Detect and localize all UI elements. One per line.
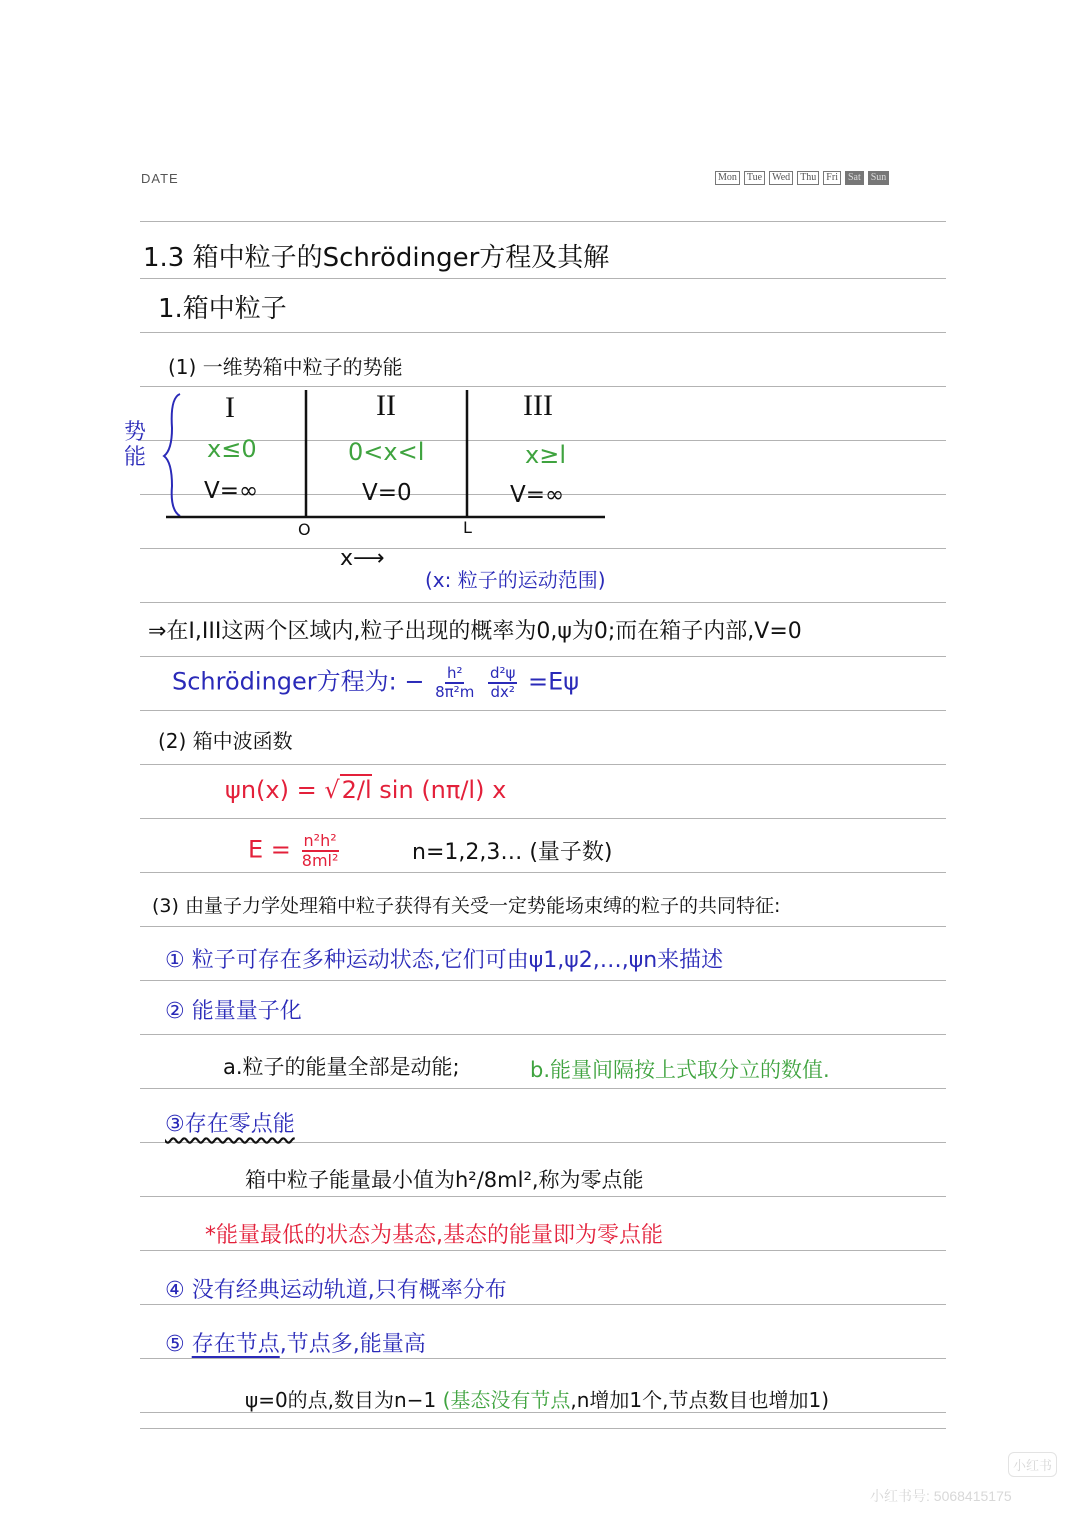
rule-line [140,1250,946,1251]
region-range-3: x≥l [525,441,566,469]
energy-lhs: E = [248,835,299,864]
region-range-1: x≤0 [207,435,257,463]
wavefunction-lhs: ψn(x) = [225,776,325,804]
fraction-second-derivative [488,665,517,700]
fraction-numerator: d²ψ [489,664,516,682]
node-count-text: ψ=0的点,数目为n−1 [245,1388,437,1412]
region-potential-2: V=0 [362,480,412,506]
day-tue: Tue [744,171,765,185]
equation-prefix: Schrödinger方程为: − [172,667,425,696]
region-range-2: 0<x<l [348,438,425,466]
date-label: DATE [141,171,179,186]
rule-line [140,764,946,765]
fraction-denominator: 8ml² [301,850,339,870]
day-sun: Sun [868,171,890,185]
wavefunction-tail: sin (nπ/l) x [371,776,507,804]
rule-line [140,710,946,711]
fraction-numerator: h² [446,664,463,682]
rule-line [140,1358,946,1359]
rule-line [140,818,946,819]
range-note: (x: 粒子的运动范围) [425,568,606,592]
wavefunction-formula [225,778,506,802]
fraction-h2-over-8pi2m [435,665,474,700]
feature-5 [165,1334,426,1356]
feature-4: ④ 没有经典运动轨道,只有概率分布 [165,1278,507,1303]
ground-state-no-node: (基态没有节点 [442,1388,571,1412]
page-title: 1.3 箱中粒子的Schrödinger方程及其解 [143,243,610,273]
day-fri: Fri [823,171,841,185]
sqrt-inner: 2/l [341,776,372,804]
tick-origin: O [298,520,311,539]
energy-formula [248,832,342,869]
node-count-note [245,1390,829,1410]
section-heading: 1.箱中粒子 [158,294,287,324]
feature-2a: a.粒子的能量全部是动能; [223,1055,460,1079]
schrodinger-equation [172,665,579,700]
rule-line [140,1142,946,1143]
feature-3 [165,1114,295,1136]
rule-line [140,602,946,603]
rule-line [140,332,946,333]
rule-line [140,872,946,873]
ground-state-note: *能量最低的状态为基态,基态的能量即为零点能 [205,1223,663,1248]
subheading-wavefunction: (2) 箱中波函数 [158,729,293,753]
day-thu: Thu [797,171,819,185]
region-numeral-1: I [225,391,235,424]
feature-5-rest: ,节点多,能量高 [279,1332,426,1357]
feature-2: ② 能量量子化 [165,999,302,1024]
rule-line [140,278,946,279]
rule-line [140,1304,946,1305]
fraction-denominator: dx² [490,682,515,701]
rule-line [140,926,946,927]
potential-axis-label: 势能 [124,420,147,471]
region-numeral-2: II [376,389,396,422]
subheading-features: (3) 由量子力学处理箱中粒子获得有关受一定势能场束缚的粒子的共同特征: [152,895,781,917]
region-potential-1: V=∞ [204,478,259,504]
region-potential-3: V=∞ [510,482,565,508]
rule-line [140,221,946,222]
feature-3-text: ③存在零点能 [165,1112,295,1137]
feature-1: ① 粒子可存在多种运动状态,它们可由ψ1,ψ2,…,ψn来描述 [165,948,724,973]
rule-line [140,980,946,981]
day-sat: Sat [845,171,864,185]
feature-5-lead: ⑤ [165,1332,192,1357]
fraction-denominator: 8π²m [435,682,475,701]
subheading-potential: (1) 一维势箱中粒子的势能 [168,355,403,379]
feature-5-node: 存在节点 [191,1332,280,1357]
xiaohongshu-logo-watermark: 小红书 [1008,1452,1057,1477]
rule-line [140,1088,946,1089]
fraction-numerator: n²h² [303,831,337,850]
energy-fraction [302,832,339,869]
rule-line [140,656,946,657]
node-increase-text: ,n增加1个,节点数目也增加1) [570,1388,830,1412]
quantum-number-note: n=1,2,3… (量子数) [412,840,613,865]
rule-line [140,548,946,549]
rule-line [140,386,946,387]
region-numeral-3: III [523,389,553,422]
rule-line [140,1034,946,1035]
tick-l: L [463,518,472,537]
account-id-watermark: 小红书号: 5068415175 [870,1488,1012,1504]
zero-point-energy-note: 箱中粒子能量最小值为h²/8ml²,称为零点能 [245,1168,644,1192]
rule-line [140,1196,946,1197]
rule-line [140,1412,946,1413]
regions-statement: ⇒在I,III这两个区域内,粒子出现的概率为0,ψ为0;而在箱子内部,V=0 [148,619,802,644]
sqrt-symbol: √ [324,776,340,804]
rule-line [140,1428,946,1429]
day-mon: Mon [715,171,740,185]
day-wed: Wed [769,171,793,185]
x-axis-arrow-label: x⟶ [340,546,385,571]
equation-suffix: =Eψ [528,667,580,696]
weekday-boxes [715,171,889,185]
region-bracket [164,394,180,516]
feature-2b: b.能量间隔按上式取分立的数值. [530,1058,830,1082]
